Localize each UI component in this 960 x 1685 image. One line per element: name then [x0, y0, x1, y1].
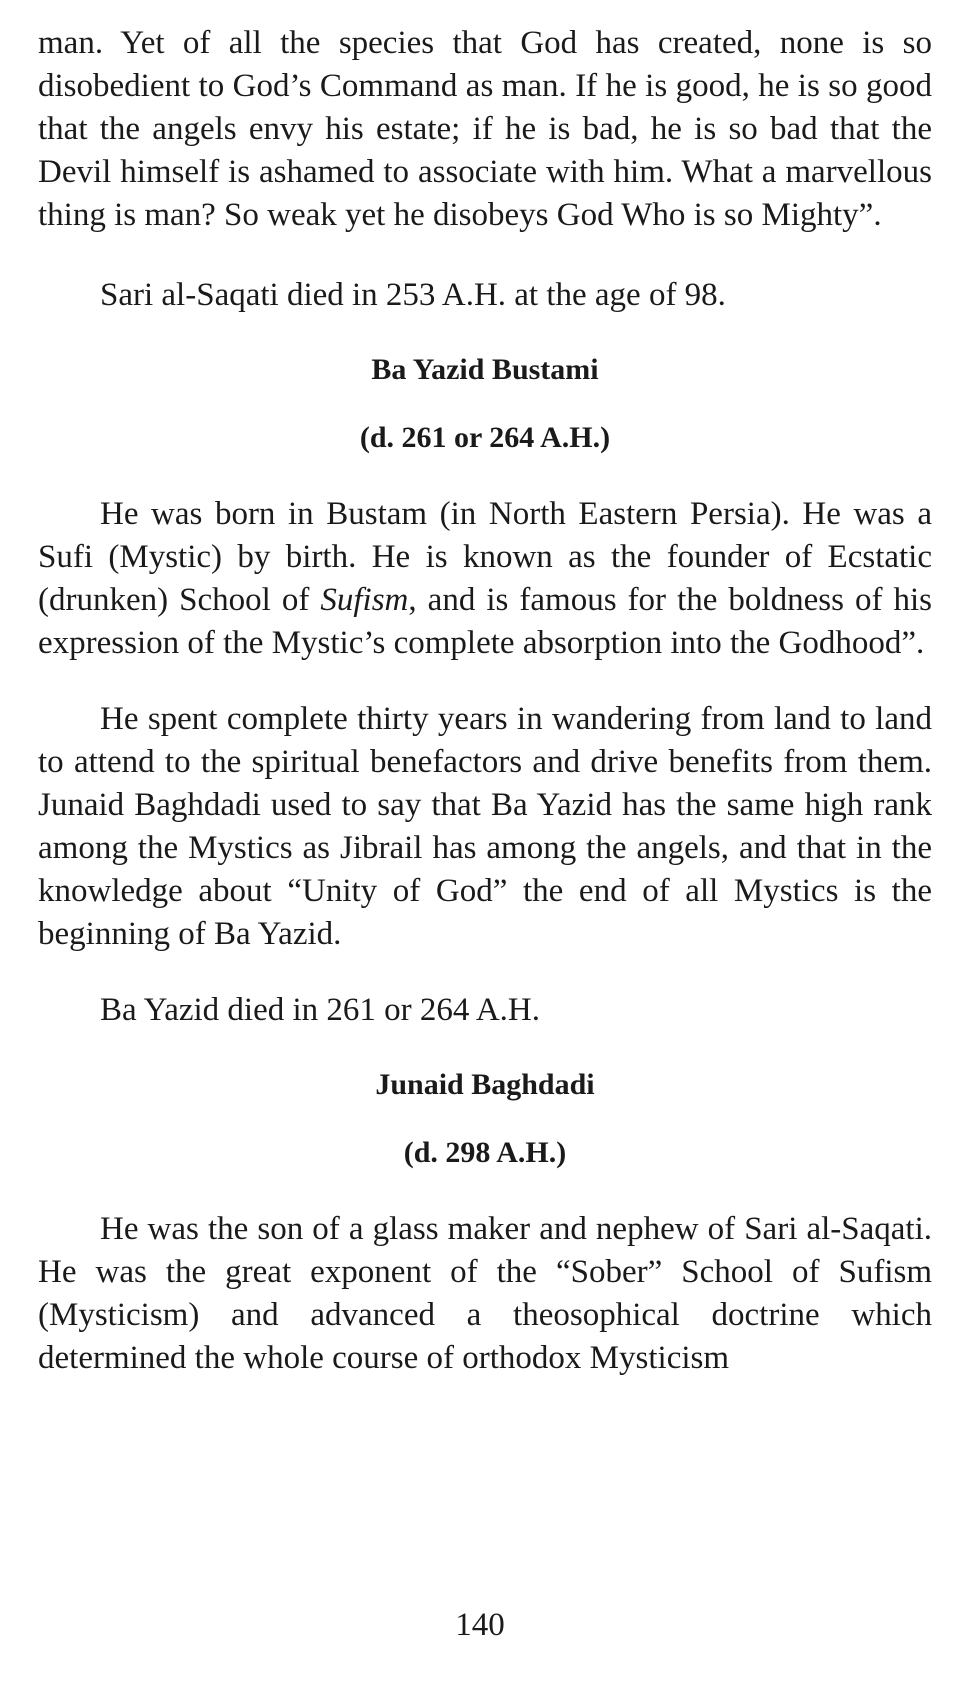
text-run: , and is famous for the boldness of his expression of the Mystic’s complete absorption into the Godhood”.: [38, 582, 932, 661]
section-date-ba-yazid: (d. 261 or 264 A.H.): [359, 421, 611, 454]
paragraph-ba-yazid-death: Ba Yazid died in 261 or 264 A.H.: [100, 992, 540, 1028]
italic-term: Sufism: [320, 582, 409, 618]
paragraph-ba-yazid-wandering: He spent complete thirty years in wandering from land to land to attend to the spiritual benefactors and drive benefits from them. Junaid Baghdadi used to say that Ba Yazid has the same high rank among the Mystics as Jibrail has among the angels, and that in the knowledge about “Unity of God” the end of all Mystics is the beginning of Ba Yazid.: [38, 701, 932, 952]
page-number: 140: [455, 1607, 505, 1643]
document-page: [38, 22, 932, 1380]
paragraph-ba-yazid-birth: [38, 493, 932, 665]
paragraph-junaid-bio: He was the son of a glass maker and nephew of Sari al-Saqati. He was the great exponent of the “Sober” School of Sufism (Mysticism) and advanced a theosophical doctrine which determined the whole course of orthodox Mysticism: [38, 1211, 932, 1376]
text-run: He was born in Bustam (in North Eastern Persia). He was a Sufi (Mystic) by birth. He is known as the founder of Ecstatic (drunken) School of: [38, 496, 932, 618]
section-heading-ba-yazid: Ba Yazid Bustami: [371, 353, 599, 386]
section-date-junaid: (d. 298 A.H.): [403, 1136, 567, 1169]
paragraph-sari-quote-end: man. Yet of all the species that God has created, none is so disobedient to God’s Command as man. If he is good, he is so good that the angels envy his estate; if he is bad, he is so bad that the Devil himself is ashamed to associate with him. What a marvellous thing is man? So weak yet he disobeys God Who is so Mighty”.: [38, 25, 932, 233]
section-heading-junaid: Junaid Baghdadi: [375, 1068, 595, 1101]
paragraph-sari-death: Sari al-Saqati died in 253 A.H. at the age of 98.: [100, 277, 726, 313]
